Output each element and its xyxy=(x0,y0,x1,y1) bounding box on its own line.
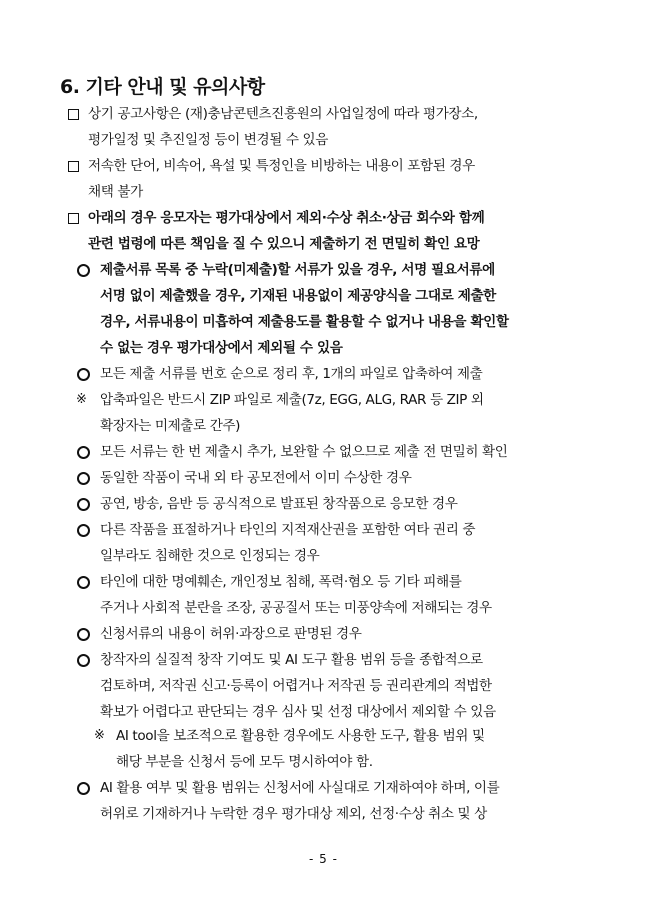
item-text: 채택 불가 xyxy=(88,184,143,200)
item-text: 주거나 사회적 분란을 조장, 공공질서 또는 미풍양속에 저해되는 경우 xyxy=(100,600,492,616)
circle-bullet-icon xyxy=(77,498,90,511)
list-item xyxy=(76,465,411,491)
list-item xyxy=(66,205,484,257)
circle-bullet-icon xyxy=(77,576,90,589)
list-item xyxy=(66,101,478,153)
circle-bullet-icon xyxy=(77,472,90,485)
item-text: 제출서류 목록 중 누락(미제출)할 서류가 있을 경우, 서명 필요서류에 xyxy=(100,262,495,278)
list-item xyxy=(76,517,475,569)
item-text: 창작자의 실질적 창작 기여도 및 AI 도구 활용 범위 등을 종합적으로 xyxy=(100,652,483,668)
list-item xyxy=(76,491,458,517)
list-item xyxy=(76,569,492,621)
circle-bullet-icon xyxy=(77,654,90,667)
item-text: AI 활용 여부 및 활용 범위는 신청서에 사실대로 기재하여야 하며, 이를 xyxy=(100,780,500,796)
item-text: 공연, 방송, 음반 등 공식적으로 발표된 창작품으로 응모한 경우 xyxy=(100,496,458,512)
circle-bullet-icon xyxy=(77,524,90,537)
item-text: 해당 부분을 신청서 등에 모두 명시하여야 함. xyxy=(116,754,373,770)
list-item xyxy=(76,775,499,827)
item-text: 서명 없이 제출했을 경우, 기재된 내용없이 제공양식을 그대로 제출한 xyxy=(100,288,496,304)
item-text: 확보가 어렵다고 판단되는 경우 심사 및 선정 대상에서 제외할 수 있음 xyxy=(100,704,496,720)
item-text: 확장자는 미제출로 간주) xyxy=(100,418,241,434)
item-text: 검토하며, 저작권 신고·등록이 어렵거나 저작권 등 권리관계의 적법한 xyxy=(100,678,492,694)
item-text: 다른 작품을 표절하거나 타인의 지적재산권을 포함한 여타 권리 중 xyxy=(100,522,476,538)
circle-bullet-icon xyxy=(77,264,90,277)
list-item xyxy=(76,257,509,361)
circle-bullet-icon xyxy=(77,782,90,795)
list-item xyxy=(66,153,475,205)
item-text: 동일한 작품이 국내 외 타 공모전에서 이미 수상한 경우 xyxy=(100,470,412,486)
circle-bullet-icon xyxy=(77,368,90,381)
square-bullet-icon xyxy=(68,161,79,172)
item-text: 모든 서류는 한 번 제출시 추가, 보완할 수 없으므로 제출 전 면밀히 확인 xyxy=(100,444,508,460)
item-text: 모든 제출 서류를 번호 순으로 정리 후, 1개의 파일로 압축하여 제출 xyxy=(100,366,483,382)
reference-mark-icon: ※ xyxy=(76,392,87,407)
item-text: 허위로 기재하거나 누락한 경우 평가대상 제외, 선정·수상 취소 및 상 xyxy=(100,806,487,822)
item-text: 일부라도 침해한 것으로 인정되는 경우 xyxy=(100,548,320,564)
page-number: - 5 - xyxy=(309,852,338,866)
item-text: AI tool을 보조적으로 활용한 경우에도 사용한 도구, 활용 범위 및 xyxy=(116,728,485,744)
item-text: 관련 법령에 따른 책임을 질 수 있으니 제출하기 전 면밀히 확인 요망 xyxy=(88,236,480,252)
item-text: 압축파일은 반드시 ZIP 파일로 제출(7z, EGG, ALG, RAR 등 ZIP 외 xyxy=(100,392,484,408)
item-text: 상기 공고사항은 (재)충남콘텐츠진흥원의 사업일정에 따라 평가장소, xyxy=(88,106,478,122)
note-item xyxy=(76,387,484,439)
list-item xyxy=(76,621,362,647)
item-text: 신청서류의 내용이 허위·과장으로 판명된 경우 xyxy=(100,626,362,642)
list-item xyxy=(76,361,482,387)
item-text: 아래의 경우 응모자는 평가대상에서 제외·수상 취소·상금 회수와 함께 xyxy=(88,210,485,226)
note-item xyxy=(94,723,485,775)
circle-bullet-icon xyxy=(77,628,90,641)
item-text: 저속한 단어, 비속어, 욕설 및 특정인을 비방하는 내용이 포함된 경우 xyxy=(88,158,475,174)
list-item xyxy=(76,439,507,465)
item-text: 타인에 대한 명예훼손, 개인정보 침해, 폭력·혐오 등 기타 피해를 xyxy=(100,574,462,590)
item-text: 수 없는 경우 평가대상에서 제외될 수 있음 xyxy=(100,340,343,356)
item-text: 경우, 서류내용이 미흡하여 제출용도를 활용할 수 없거나 내용을 확인할 xyxy=(100,314,509,330)
square-bullet-icon xyxy=(68,213,79,224)
item-text: 평가일정 및 추진일정 등이 변경될 수 있음 xyxy=(88,132,328,148)
square-bullet-icon xyxy=(68,109,79,120)
list-item xyxy=(76,647,496,725)
circle-bullet-icon xyxy=(77,446,90,459)
section-title: 6. 기타 안내 및 유의사항 xyxy=(60,76,265,98)
reference-mark-icon: ※ xyxy=(94,728,105,743)
